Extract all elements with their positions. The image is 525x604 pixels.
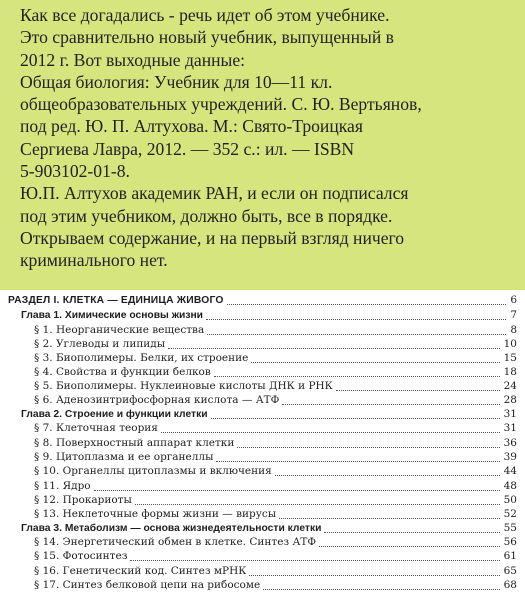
toc-page-number: 6: [510, 294, 517, 306]
toc-entry-title: § 12. Прокариоты: [34, 494, 132, 506]
toc-dot-leader: [168, 348, 500, 349]
toc-section-row: [0, 436, 525, 451]
intro-line: Сергиева Лавра, 2012. — 352 с.: ил. — ISBN: [20, 138, 355, 159]
toc-section-row: [0, 421, 525, 436]
toc-dot-leader: [319, 546, 500, 547]
intro-line: под ред. Ю. П. Алтухова. М.: Свято-Троицкая: [20, 116, 363, 137]
toc-page-number: 28: [503, 394, 517, 406]
intro-line: Это сравнительно новый учебник, выпущенный в: [20, 27, 394, 48]
toc-page-number: 31: [503, 422, 517, 434]
toc-dot-leader: [135, 504, 500, 505]
toc-entry-title: § 14. Энергетический обмен в клетке. Синтез АТФ: [34, 536, 317, 548]
toc-entry-title: § 11. Ядро: [34, 480, 91, 492]
toc-section-row: [0, 351, 525, 366]
toc-page-number: 31: [503, 408, 517, 420]
toc-page-number: 18: [503, 366, 517, 378]
toc-page-number: 44: [503, 465, 517, 477]
toc-section-row: [0, 535, 525, 550]
toc-section-row: [0, 464, 525, 479]
toc-section-row: [0, 450, 525, 465]
toc-page-number: 61: [503, 550, 517, 562]
toc-dot-leader: [207, 334, 506, 335]
toc-chapter-row: [0, 407, 525, 422]
toc-entry-title: § 13. Неклеточные формы жизни — вирусы: [34, 508, 277, 520]
intro-line: 2012 г. Вот выходные данные:: [20, 49, 246, 70]
toc-page-number: 39: [503, 451, 517, 463]
toc-dot-leader: [275, 475, 500, 476]
table-of-contents: [0, 290, 525, 604]
toc-section-row: [0, 479, 525, 494]
intro-line: 5-903102-01-8.: [20, 161, 130, 182]
toc-section-row: [0, 393, 525, 408]
toc-page-number: 15: [503, 352, 517, 364]
intro-text-block: [0, 0, 525, 290]
toc-dot-leader: [279, 518, 500, 519]
toc-page-number: 56: [503, 536, 517, 548]
toc-page-number: 24: [503, 380, 517, 392]
toc-dot-leader: [324, 532, 500, 533]
intro-line: Как все догадались - речь идет об этом учебнике.: [20, 5, 390, 25]
toc-section-row: [0, 564, 525, 579]
toc-dot-leader: [130, 560, 500, 561]
toc-dot-leader: [251, 362, 500, 363]
toc-page-number: 7: [510, 309, 517, 321]
toc-dot-leader: [263, 589, 500, 590]
toc-page-number: 55: [503, 522, 517, 534]
toc-section-row: [0, 337, 525, 352]
toc-entry-title: § 3. Биополимеры. Белки, их строение: [34, 352, 249, 364]
toc-entry-title: § 8. Поверхностный аппарат клетки: [34, 437, 235, 449]
toc-entry-title: § 17. Синтез белковой цепи на рибосоме: [34, 579, 261, 591]
toc-entry-title: § 10. Органеллы цитоплазмы и включения: [34, 465, 272, 477]
toc-dot-leader: [249, 575, 500, 576]
toc-page-number: 52: [503, 508, 517, 520]
toc-entry-title: § 7. Клеточная теория: [34, 422, 158, 434]
intro-line: криминального нет.: [20, 250, 168, 271]
intro-line: Общая биология: Учебник для 10—11 кл.: [20, 71, 333, 92]
toc-page-number: 48: [503, 480, 517, 492]
toc-dot-leader: [206, 319, 506, 320]
toc-section-row: [0, 549, 525, 564]
toc-entry-title: § 9. Цитоплазма и ее органеллы: [34, 451, 214, 463]
toc-entry-title: Глава 1. Химические основы жизни: [21, 310, 204, 321]
toc-page-number: 36: [503, 437, 517, 449]
intro-line: Ю.П. Алтухов академик РАН, и если он подписался: [20, 183, 409, 204]
toc-entry-title: Глава 3. Метаболизм — основа жизнедеятельности клетки: [21, 523, 322, 534]
toc-dot-leader: [216, 461, 500, 462]
toc-entry-title: РАЗДЕЛ I. КЛЕТКА — ЕДИНИЦА ЖИВОГО: [8, 295, 224, 306]
toc-entry-title: § 1. Неорганические вещества: [34, 324, 205, 336]
toc-dot-leader: [336, 390, 500, 391]
toc-section-row: [0, 493, 525, 508]
toc-dot-leader: [94, 490, 500, 491]
toc-dot-leader: [214, 376, 500, 377]
toc-section-row: [0, 578, 525, 593]
toc-dot-leader: [227, 304, 506, 305]
toc-entry-title: § 16. Генетический код. Синтез мРНК: [34, 565, 247, 577]
toc-section-row: [0, 507, 525, 522]
toc-chapter-row: [0, 521, 525, 536]
intro-line: под этим учебником, должно быть, все в порядке.: [20, 205, 393, 226]
toc-entry-title: § 15. Фотосинтез: [34, 550, 128, 562]
intro-line: Открываем содержание, и на первый взгляд ничего: [20, 227, 405, 248]
toc-entry-title: § 5. Биополимеры. Нуклеиновые кислоты ДНК и РНК: [34, 380, 333, 392]
toc-entry-title: Глава 2. Строение и функции клетки: [21, 409, 208, 420]
toc-section-row: [0, 365, 525, 380]
toc-part-row: [0, 293, 525, 308]
toc-page-number: 65: [503, 565, 517, 577]
toc-page-number: 50: [503, 494, 517, 506]
toc-page-number: 8: [510, 324, 517, 336]
toc-dot-leader: [237, 447, 500, 448]
toc-chapter-row: [0, 308, 525, 323]
toc-dot-leader: [211, 418, 500, 419]
toc-section-row: [0, 323, 525, 338]
toc-entry-title: § 4. Свойства и функции белков: [34, 366, 211, 378]
toc-page-number: 68: [503, 579, 517, 591]
toc-dot-leader: [282, 404, 500, 405]
intro-line: общеобразовательных учреждений. С. Ю. Вертьянов,: [20, 94, 422, 115]
toc-page-number: 10: [503, 338, 517, 350]
toc-entry-title: § 2. Углеводы и липиды: [34, 338, 166, 350]
toc-dot-leader: [161, 432, 500, 433]
toc-section-row: [0, 379, 525, 394]
toc-entry-title: § 6. Аденозинтрифосфорная кислота — АТФ: [34, 394, 280, 406]
